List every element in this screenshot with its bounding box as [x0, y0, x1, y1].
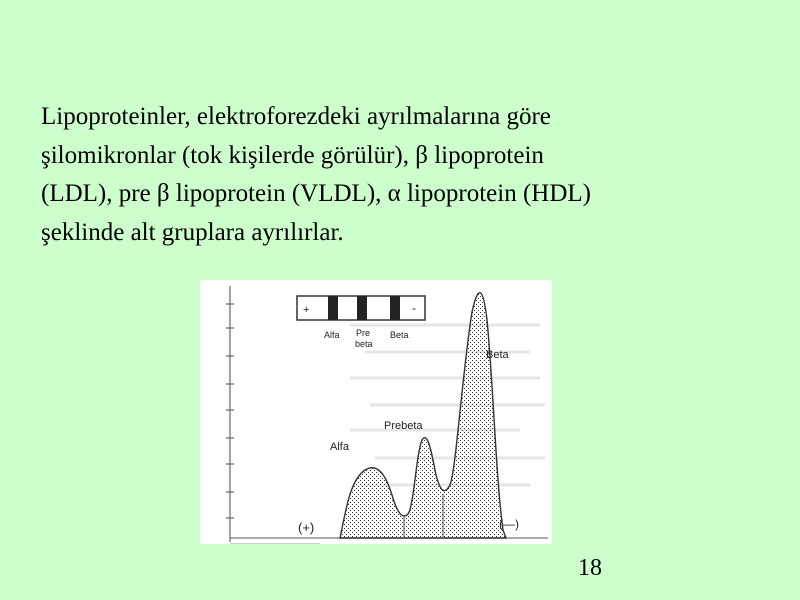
y-axis — [226, 286, 234, 542]
electrophoresis-figure — [200, 280, 552, 544]
slide-body-text: Lipoproteinler, elektroforezdeki ayrılmalarına göre şilomikronlar (tok kişilerde görülür), β lipoprotein (LDL), pre β lipoprotein (VLDL), α lipoprotein (HDL) şeklinde alt gruplara ayrılırlar. — [41, 103, 591, 246]
peak-label-beta: Beta — [486, 349, 509, 361]
anode-label: (+) — [298, 520, 315, 535]
page-number: 18 — [578, 555, 602, 581]
strip-minus-sign: - — [412, 301, 416, 315]
cathode-label: (—) — [499, 517, 519, 531]
strip-label-prebeta-line1: Pre — [356, 328, 371, 338]
strip-plus-sign: + — [303, 304, 310, 316]
strip-label-alfa: Alfa — [324, 330, 340, 340]
electrophoresis-strip — [297, 296, 425, 349]
background-noise — [350, 325, 545, 485]
peak-label-prebeta: Prebeta — [384, 420, 423, 432]
strip-label-prebeta-line2: beta — [355, 339, 373, 349]
strip-label-beta: Beta — [390, 330, 409, 340]
peak-label-alfa: Alfa — [330, 441, 349, 453]
